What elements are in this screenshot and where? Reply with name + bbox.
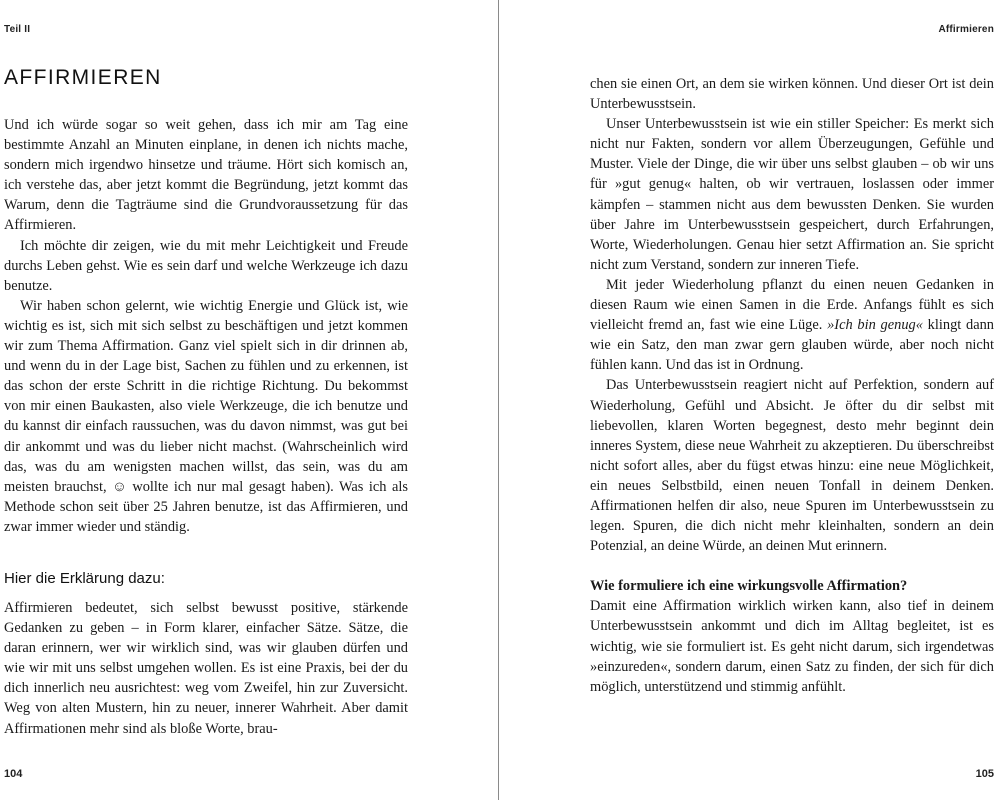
paragraph: Das Unterbewusstsein reagiert nicht auf Perfektion, sondern auf Wiederholung, Gefühl und Absicht. Je öfter du dir selbst mit liebevollen, klaren Worten begegnest, desto mehr beginnt dein inneres System, diese neue Wahrheit zu akzeptieren. Du überschreibst nicht sofort alles, aber du fügst etwas hinzu: eine neue Möglichkeit, ein neues Selbstbild, einen neuen Tonfall in deinem Denken. Affirmationen helfen dir also, neue Spuren im Unterbewusstsein zu legen. Spuren, die dich nicht mehr kleinhalten, sondern an dein Potenzial, an deine Würde, an deinen Mut erinnern. bbox=[590, 377, 994, 555]
left-body-text-2 bbox=[4, 598, 408, 739]
paragraph-text: klingt dann wie ein Satz, den man zwar gern glauben würde, aber noch nicht fühlen kann. Und das ist in Ordnung. bbox=[590, 317, 994, 374]
right-page bbox=[500, 0, 1000, 800]
paragraph: Ich möchte dir zeigen, wie du mit mehr Leichtigkeit und Freude durchs Leben gehst. Wie es sein darf und welche Werkzeuge ich dazu benutze. bbox=[4, 237, 408, 294]
paragraph: Unser Unterbewusstsein ist wie ein stiller Speicher: Es merkt sich nicht nur Fakten, sondern vor allem Überzeugungen, Gefühle und Muster. Viele der Dinge, die wir über uns selbst glauben – ob wir uns für »gut genug« halten, ob wir vertrauen, loslassen oder immer kämpfen – stammen nicht aus dem bewussten Denken. Sie wurden über Jahre im Unterbewusstsein gespeichert, durch Erfahrungen, Worte, Wiederholungen. Genau hier setzt Affirmation an. Sie spricht nicht zum Verstand, sondern zur inneren Tiefe. bbox=[590, 116, 994, 273]
running-head-left: Teil II bbox=[4, 24, 31, 35]
page-number-left: 104 bbox=[4, 768, 23, 780]
paragraph: chen sie einen Ort, an dem sie wirken können. Und dieser Ort ist dein Unterbewusstsein. bbox=[590, 76, 994, 113]
chapter-title: AFFIRMIEREN bbox=[4, 66, 162, 89]
paragraph: Affirmieren bedeutet, sich selbst bewusst positive, stärkende Gedanken zu geben – in Form klarer, einfacher Sätze. Sätze, die daran erinnern, wer wir wirklich sind, was wir glauben dürfen und wie wir mit uns selbst umgehen wollen. Es ist eine Praxis, bei der du dich innerlich neu ausrichtest: weg vom Zweifel, hin zur Zuversicht. Weg von alten Mustern, hin zu neuer, innerer Wahrheit. Aber damit Affirmationen mehr sind als bloße Worte, brau- bbox=[4, 600, 408, 737]
page-number-right: 105 bbox=[975, 768, 994, 780]
paragraph: Und ich würde sogar so weit gehen, dass ich mir am Tag eine bestimmte Anzahl an Minuten einplane, in denen ich nichts mache, sondern mich irgendwo hinsetze und träume. Hört sich komisch an, ich verstehe das, aber jetzt kommt die Begründung, jetzt kommt das Warum, denn die Tagträume sind die Grundvoraussetzung für das Affirmieren. bbox=[4, 117, 408, 234]
book-gutter bbox=[498, 0, 499, 800]
running-head-right: Affirmieren bbox=[938, 24, 994, 35]
right-body-text bbox=[590, 74, 994, 697]
paragraph: Wir haben schon gelernt, wie wichtig Energie und Glück ist, wie wichtig es ist, sich mit sich selbst zu beschäftigen und jetzt kommen wir zum Thema Affirmation. Ganz viel spielt sich in dir drinnen ab, und wenn du in der Lage bist, Sachen zu fühlen und zu erkennen, ist das schon der erste Schritt in die richtige Richtung. Du bekommst von mir einen Baukasten, also viele Werkzeuge, die ich benutze und du kannst dir einfach raussuchen, was du davon nimmst, was gut bei dir ankommt und was du lieber nicht machst. (Wahrscheinlich wird das, was du am wenigsten machen willst, das sein, was du am meisten brauchst, ☺ wollte ich nur mal gesagt haben). Was ich als Methode schon seit über 25 Jahren benutze, ist das Affirmieren, und zwar immer wieder und ständig. bbox=[4, 297, 408, 535]
emphasis-quote: »Ich bin genug« bbox=[827, 317, 923, 334]
subheading: Hier die Erklärung dazu: bbox=[4, 570, 165, 587]
section-heading: Wie formuliere ich eine wirkungsvolle Affirmation? bbox=[590, 578, 908, 595]
paragraph: Damit eine Affirmation wirklich wirken kann, also tief in deinem Unterbewusstsein ankommt und dich im Alltag begleitet, ist es wichtig, wie sie formuliert ist. Es geht nicht darum, sich irgendetwas »einzureden«, sondern darum, einen Satz zu finden, der sich für dich möglich, unterstützend und stimmig anfühlt. bbox=[590, 598, 994, 695]
paragraph bbox=[590, 275, 994, 375]
left-body-text bbox=[4, 115, 408, 537]
left-page bbox=[0, 0, 498, 800]
paragraph-text: Mit jeder Wiederholung pflanzt du einen neuen Gedanken in diesen Raum wie einen Samen in die Erde. Anfangs fühlt es sich vielleicht fremd an, fast wie eine Lüge. bbox=[590, 276, 994, 334]
